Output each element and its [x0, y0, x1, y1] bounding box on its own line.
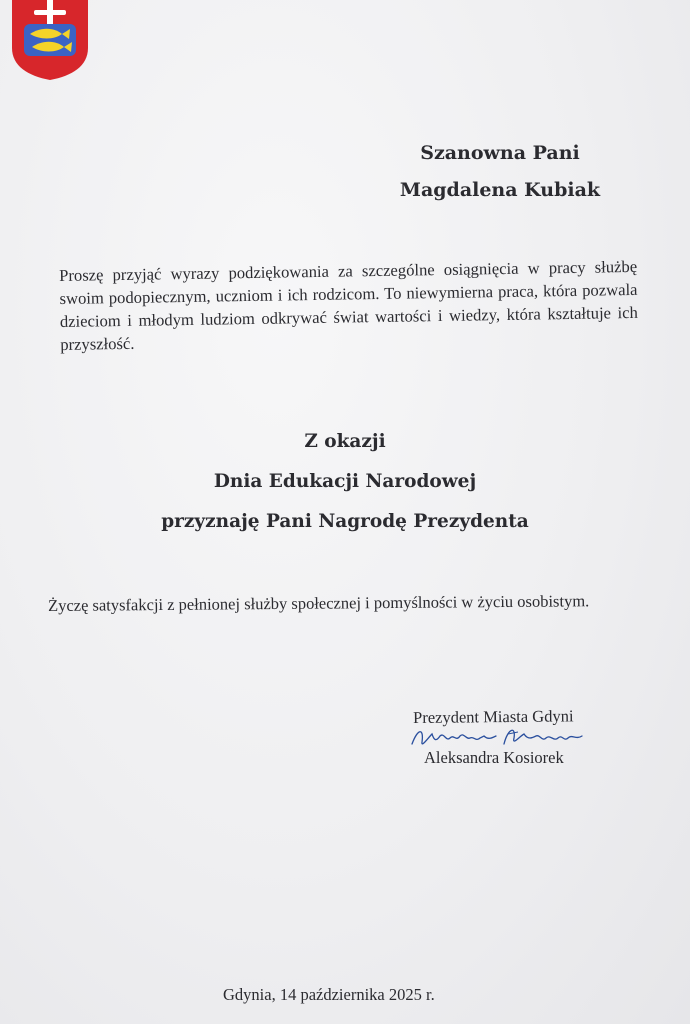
closing-wish: Życzę satysfakcji z pełnionej służby społecznej i pomyślności w życiu osobistym.	[48, 591, 590, 615]
salutation-line-1: Szanowna Pani	[420, 142, 580, 164]
signer-name: Aleksandra Kosiorek	[424, 748, 564, 767]
recipient-name: Magdalena Kubiak	[399, 179, 601, 201]
signer-title: Prezydent Miasta Gdyni	[413, 706, 574, 727]
occasion-statement	[140, 422, 550, 542]
gdynia-coat-of-arms-icon	[10, 0, 90, 80]
occasion-line-2: Dnia Edukacji Narodowej	[213, 471, 477, 492]
salutation	[395, 135, 605, 209]
handwritten-signature	[408, 724, 588, 750]
place-and-date: Gdynia, 14 października 2025 r.	[223, 985, 435, 1004]
occasion-line-1: Z okazji	[304, 431, 386, 452]
occasion-line-3: przyznaję Pani Nagrodę Prezydenta	[161, 511, 529, 532]
body-paragraph: Proszę przyjąć wyrazy podziękowania za szczególne osiągnięcia w pracy służbę swoim podopiecznym, uczniom i ich rodzicom. To niewymierna praca, która pozwala dzieciom i młodym ludziom odkrywać świat wartości i wiedzy, która kształtuje ich przyszłość.	[59, 256, 638, 354]
